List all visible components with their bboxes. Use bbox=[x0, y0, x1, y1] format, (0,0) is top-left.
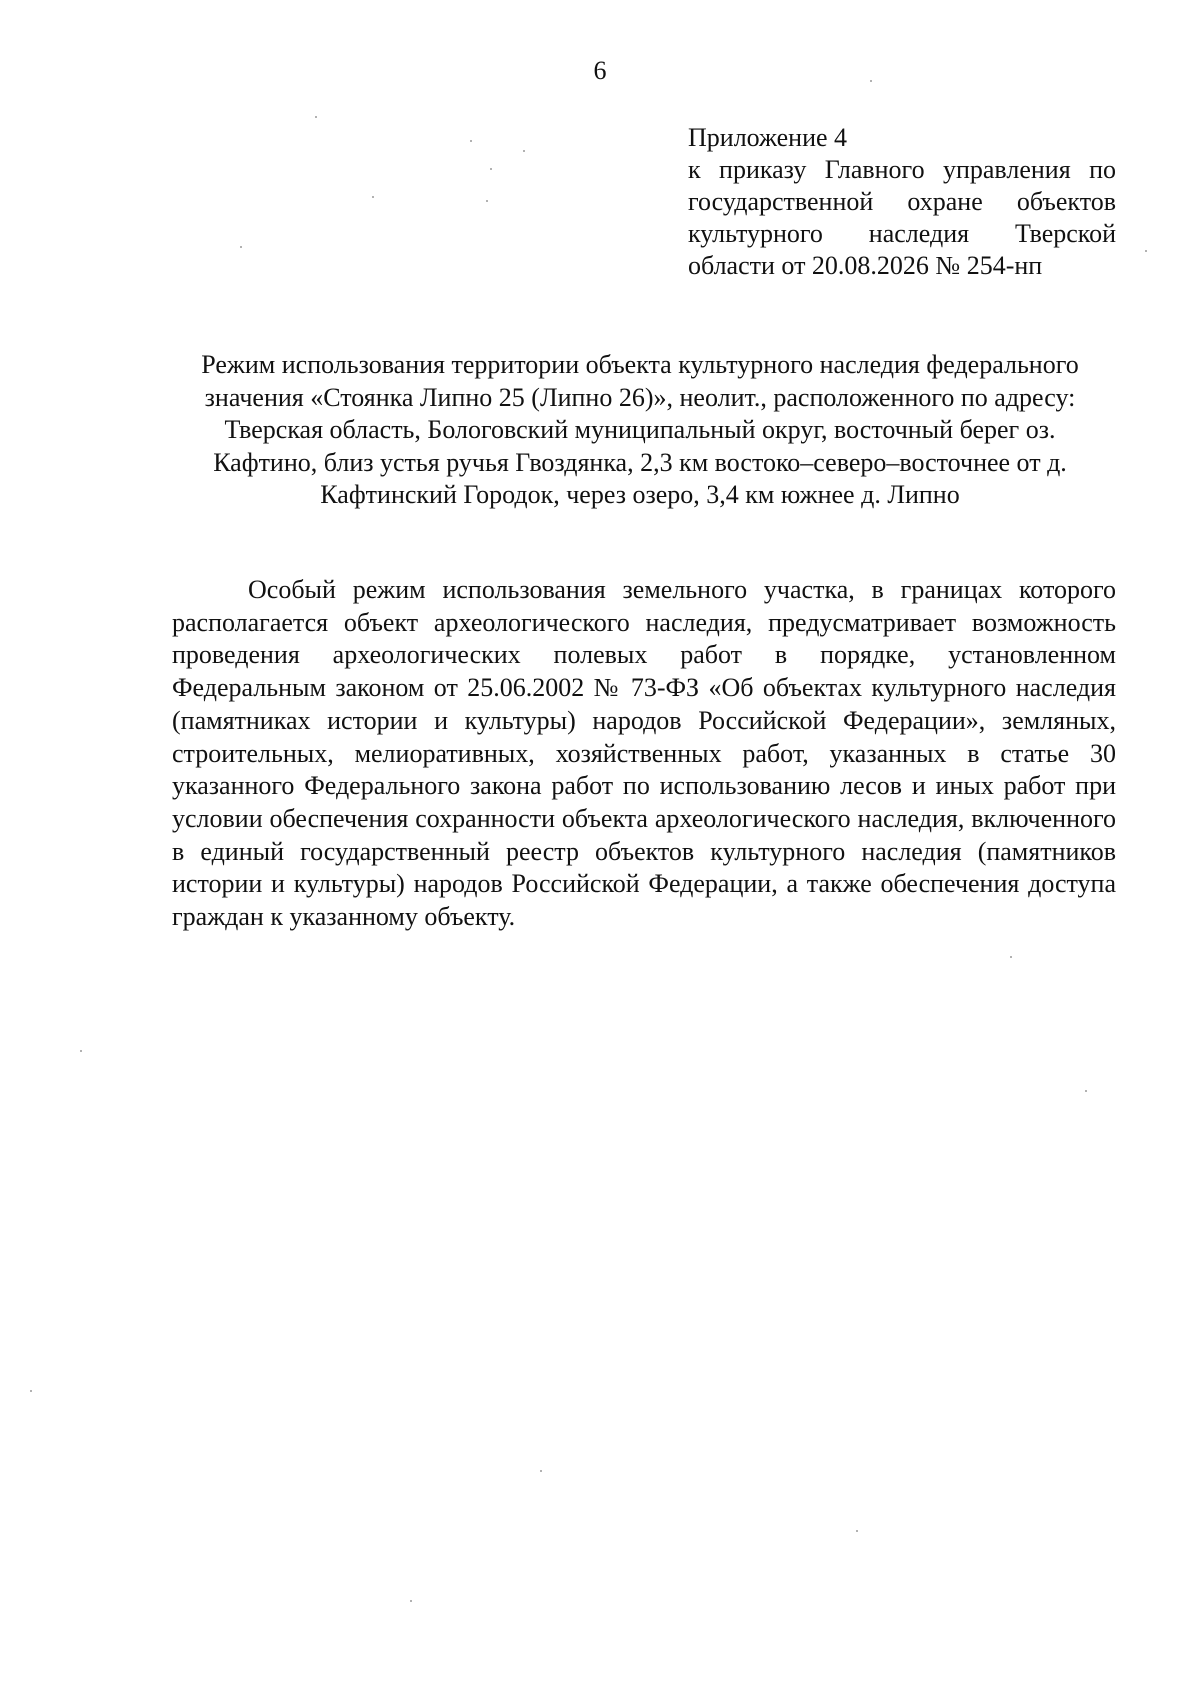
page-number: 6 bbox=[593, 56, 607, 85]
scan-speck bbox=[410, 1600, 412, 1602]
scan-speck bbox=[240, 246, 242, 248]
scan-speck bbox=[540, 1470, 542, 1472]
scan-speck bbox=[490, 168, 492, 170]
scan-speck bbox=[486, 200, 488, 202]
document-title: Режим использования территории объекта культурного наследия федерального значения «Стоянка Липно 25 (Липно 26)», неолит., расположенного по адресу: Тверская область, Бологовский муниципальный округ, восточный берег оз. Кафтино, близ устья ручья Гвоздянка, 2,3 км востоко–северо–восточнее от д. Кафтинский Городок, через озеро, 3,4 км южнее д. Липно bbox=[201, 350, 1079, 509]
scan-speck bbox=[315, 116, 317, 118]
scan-speck bbox=[1145, 250, 1147, 252]
scan-speck bbox=[870, 80, 872, 82]
annex-title: Приложение 4 bbox=[688, 123, 848, 152]
scan-speck bbox=[1085, 1090, 1087, 1092]
body-paragraph: Особый режим использования земельного участка, в границах которого располагается объект археологического наследия, предусматривает возможность проведения археологических полевых работ в порядке, установленном Федеральным законом от 25.06.2002 № 73-ФЗ «Об объектах культурного наследия (памятниках истории и культуры) народов Российской Федерации», земляных, строительных, мелиоративных, хозяйственных работ, указанных в статье 30 указанного Федерального закона работ по использованию лесов и иных работ при условии обеспечения сохранности объекта археологического наследия, включенного в единый государственный реестр объектов культурного наследия (памятников истории и культуры) народов Российской Федерации, а также обеспечения доступа граждан к указанному объекту. bbox=[172, 575, 1116, 932]
scan-speck bbox=[523, 150, 525, 152]
annex-block bbox=[688, 122, 1116, 282]
scan-speck bbox=[1010, 956, 1012, 958]
scan-speck bbox=[470, 140, 472, 142]
scan-speck bbox=[372, 196, 374, 198]
annex-reference: к приказу Главного управления по государственной охране объектов культурного наследия Тверской области от 20.08.2026 № 254-нп bbox=[688, 155, 1116, 280]
scan-speck bbox=[30, 1390, 32, 1392]
scan-speck bbox=[80, 1050, 82, 1052]
scan-speck bbox=[856, 1530, 858, 1532]
